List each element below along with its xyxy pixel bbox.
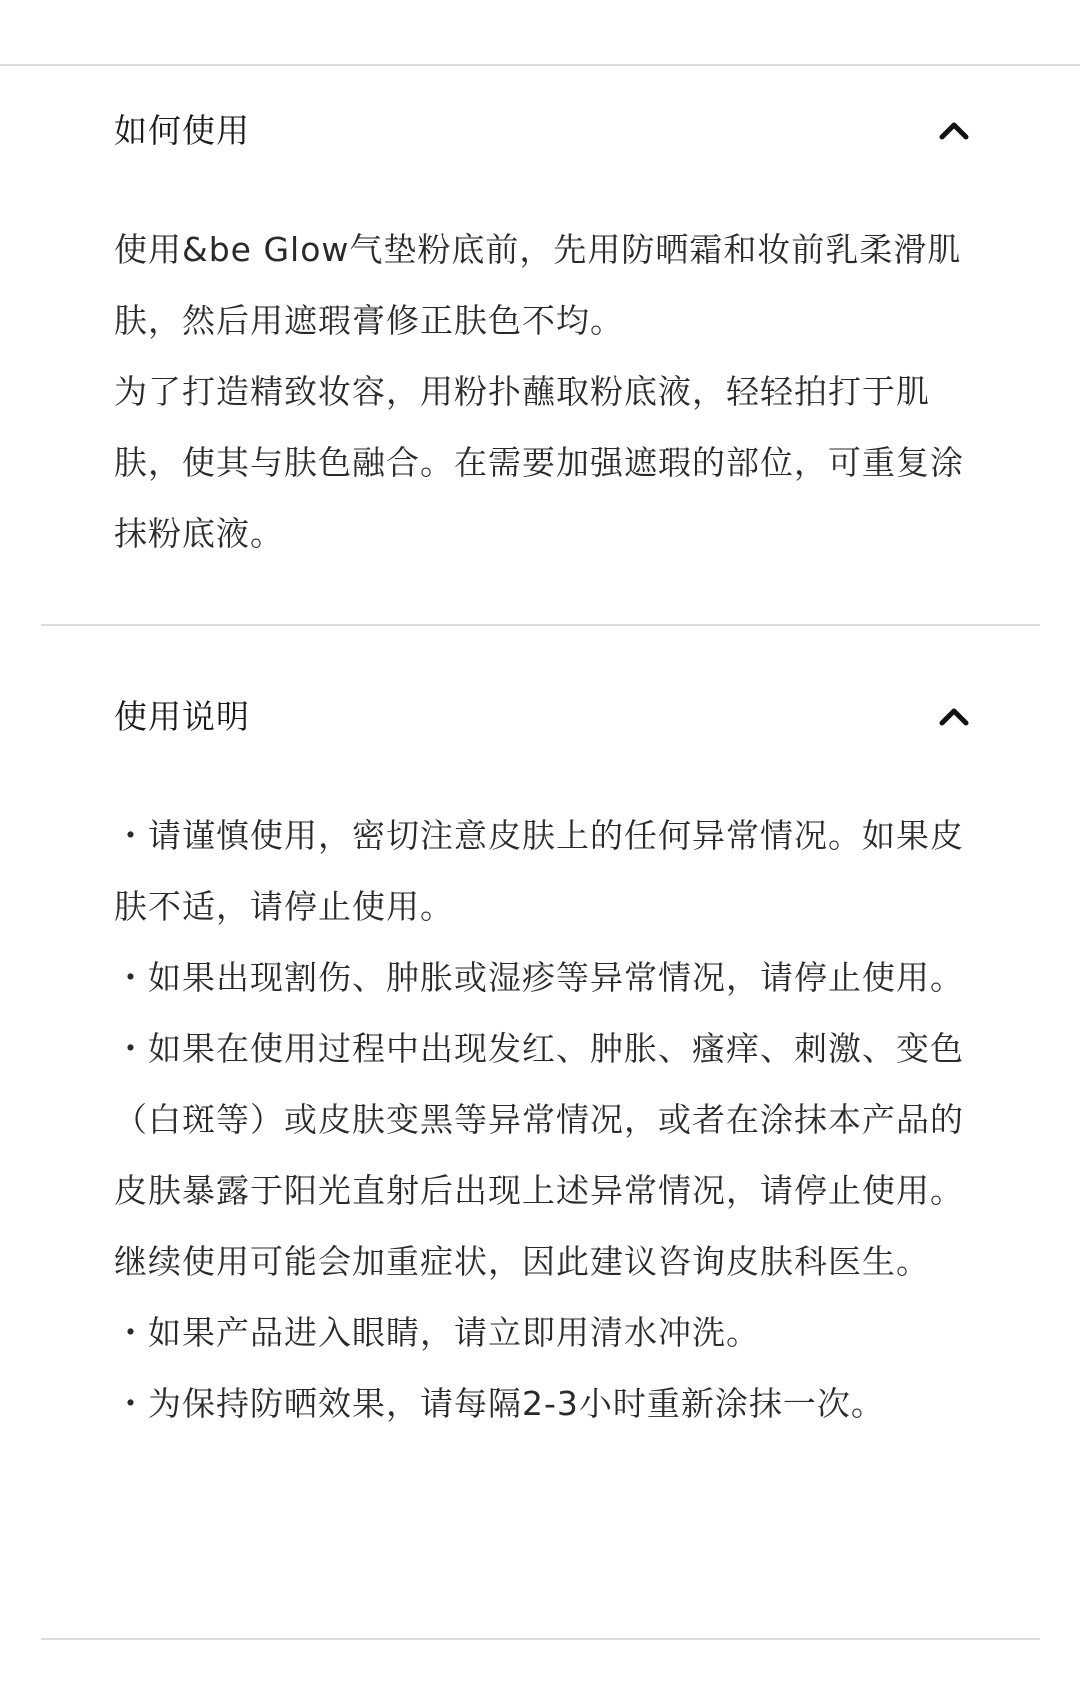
chevron-up-icon[interactable] — [934, 697, 974, 737]
list-item: ・如果出现割伤、肿胀或湿疹等异常情况，请停止使用。 — [114, 958, 964, 997]
accordion-body-usage-notes — [114, 800, 964, 1439]
accordion-header-usage-notes[interactable] — [114, 687, 974, 747]
list-item: ・为保持防晒效果，请每隔2-3小时重新涂抹一次。 — [114, 1384, 885, 1423]
list-item: ・如果在使用过程中出现发红、肿胀、瘙痒、刺激、变色（白斑等）或皮肤变黑等异常情况，或者在涂抹本产品的皮肤暴露于阳光直射后出现上述异常情况，请停止使用。继续使用可能会加重症状，因此建议咨询皮肤科医生。 — [114, 1029, 964, 1281]
section-divider — [41, 1638, 1040, 1640]
chevron-up-icon[interactable] — [934, 111, 974, 151]
paragraph: 使用&be Glow气垫粉底前，先用防晒霜和妆前乳柔滑肌肤，然后用遮瑕膏修正肤色不均。 — [114, 230, 962, 340]
section-title: 如何使用 — [114, 111, 250, 150]
accordion-header-how-to-use[interactable] — [114, 101, 974, 161]
top-divider — [0, 64, 1080, 66]
accordion-body-how-to-use — [114, 214, 964, 569]
section-title: 使用说明 — [114, 697, 250, 736]
paragraph: 为了打造精致妆容，用粉扑蘸取粉底液，轻轻拍打于肌肤，使其与肤色融合。在需要加强遮瑕的部位，可重复涂抹粉底液。 — [114, 372, 964, 553]
section-divider — [41, 624, 1040, 626]
list-item: ・如果产品进入眼睛，请立即用清水冲洗。 — [114, 1313, 760, 1352]
list-item: ・请谨慎使用，密切注意皮肤上的任何异常情况。如果皮肤不适，请停止使用。 — [114, 816, 964, 926]
